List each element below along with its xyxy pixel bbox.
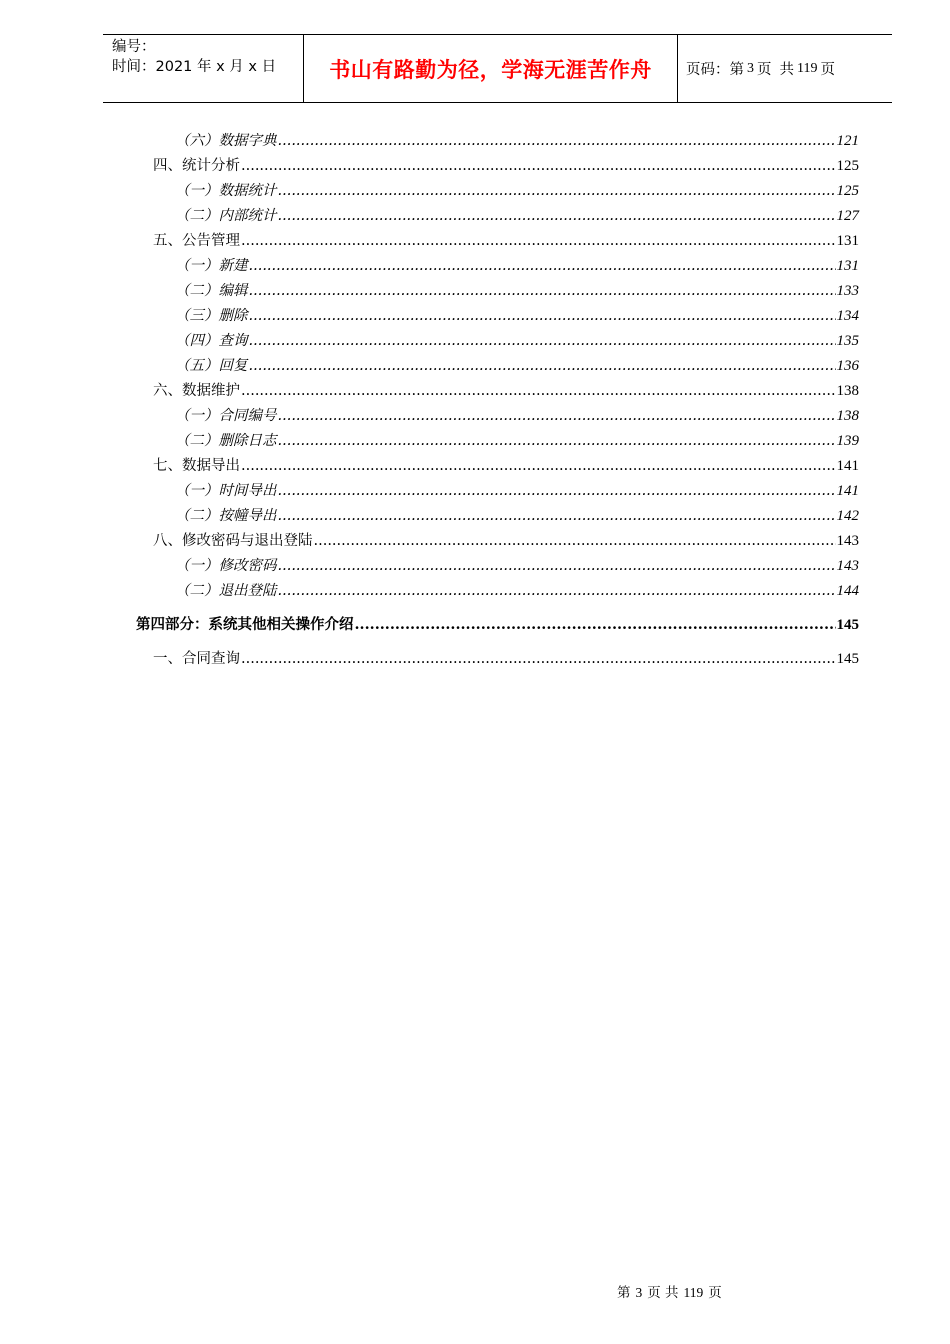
toc-dot-leader xyxy=(249,307,836,325)
toc-dot-leader xyxy=(241,157,836,175)
toc-entry-page: 141 xyxy=(836,458,859,474)
toc-entry[interactable] xyxy=(153,650,859,668)
toc-entry-page: 133 xyxy=(836,283,859,299)
header-motto: 书山有路勤为径，学海无涯苦作舟 xyxy=(329,57,652,82)
toc-entry-page: 134 xyxy=(836,308,859,324)
toc-entry-label: （六）数据字典 xyxy=(175,133,277,149)
toc-entry[interactable] xyxy=(175,282,859,300)
toc-entry-label: （二）删除日志 xyxy=(175,433,277,449)
toc-entry-label: （一）时间导出 xyxy=(175,483,277,499)
toc-entry[interactable] xyxy=(175,132,859,150)
toc-dot-leader xyxy=(278,182,836,200)
footer-total-pages: 119 xyxy=(683,1285,704,1300)
toc-entry-label: 六、数据维护 xyxy=(153,383,240,399)
toc-entry[interactable] xyxy=(153,382,859,400)
toc-dot-leader xyxy=(249,282,836,300)
toc-entry-label: （五）回复 xyxy=(175,358,248,374)
toc-entry[interactable] xyxy=(175,332,859,350)
toc-entry-label: 八、修改密码与退出登陆 xyxy=(153,533,313,549)
toc-dot-leader xyxy=(278,432,836,450)
header-page-mid: 页 xyxy=(757,62,772,78)
toc-entry-page: 131 xyxy=(836,233,859,249)
header-page-cell xyxy=(678,35,892,102)
toc-entry-label: （三）删除 xyxy=(175,308,248,324)
toc-dot-leader xyxy=(278,132,836,150)
page-header xyxy=(103,34,892,103)
toc-entry[interactable] xyxy=(153,232,859,250)
toc-entry[interactable] xyxy=(175,482,859,500)
toc-entry-page: 139 xyxy=(836,433,859,449)
toc-entry-label: （二）内部统计 xyxy=(175,208,277,224)
toc-entry-label: （二）按幢导出 xyxy=(175,508,277,524)
toc-entry-label: 四、统计分析 xyxy=(153,158,240,174)
toc-entry-page: 135 xyxy=(836,333,859,349)
toc-entry-page: 145 xyxy=(836,617,859,633)
toc-entry-label: （二）退出登陆 xyxy=(175,583,277,599)
header-page-prefix: 页码：第 xyxy=(686,62,744,78)
toc-entry[interactable] xyxy=(175,307,859,325)
header-page-total-prefix: 共 xyxy=(779,62,794,78)
toc-entry-page: 138 xyxy=(836,408,859,424)
toc-entry-page: 143 xyxy=(836,533,859,549)
toc-dot-leader xyxy=(278,582,836,600)
toc-entry[interactable] xyxy=(175,182,859,200)
toc-entry[interactable] xyxy=(153,457,859,475)
toc-entry-page: 142 xyxy=(836,508,859,524)
toc-dot-leader xyxy=(249,332,836,350)
toc-entry-page: 121 xyxy=(836,133,859,149)
header-meta-cell xyxy=(103,35,304,102)
footer-prefix: 第 xyxy=(617,1285,631,1301)
toc-entry-page: 141 xyxy=(836,483,859,499)
footer-suffix: 页 xyxy=(708,1285,722,1301)
toc-entry-page: 131 xyxy=(836,258,859,274)
toc-entry-label: （二）编辑 xyxy=(175,283,248,299)
toc-entry[interactable] xyxy=(175,407,859,425)
toc-entry-label: 七、数据导出 xyxy=(153,458,240,474)
toc-entry[interactable] xyxy=(136,616,859,634)
toc-entry-label: （一）合同编号 xyxy=(175,408,277,424)
toc-entry-label: （一）数据统计 xyxy=(175,183,277,199)
document-time-label: 时间：2021 年 x 月 x 日 xyxy=(112,59,277,75)
toc-dot-leader xyxy=(249,357,836,375)
toc-dot-leader xyxy=(241,650,836,668)
toc-dot-leader xyxy=(355,616,836,634)
header-page-total: 119 xyxy=(797,60,818,76)
toc-dot-leader xyxy=(278,482,836,500)
footer-mid: 页 共 xyxy=(647,1285,679,1301)
header-motto-cell xyxy=(304,35,678,102)
footer-current-page: 3 xyxy=(635,1285,643,1300)
toc-dot-leader xyxy=(314,532,836,550)
document-number-label: 编号： xyxy=(112,39,156,55)
toc-entry[interactable] xyxy=(175,582,859,600)
toc-entry-label: （四）查询 xyxy=(175,333,248,349)
toc-dot-leader xyxy=(278,557,836,575)
toc-entry-page: 138 xyxy=(836,383,859,399)
toc-entry[interactable] xyxy=(175,557,859,575)
toc-entry[interactable] xyxy=(153,157,859,175)
toc-entry-label: （一）新建 xyxy=(175,258,248,274)
header-page-current: 3 xyxy=(747,60,754,76)
toc-entry[interactable] xyxy=(153,532,859,550)
toc-entry-label: 一、合同查询 xyxy=(153,651,240,667)
toc-entry-page: 143 xyxy=(836,558,859,574)
toc-entry-page: 127 xyxy=(836,208,859,224)
toc-entry-label: （一）修改密码 xyxy=(175,558,277,574)
toc-entry-page: 125 xyxy=(836,183,859,199)
toc-dot-leader xyxy=(278,207,836,225)
toc-dot-leader xyxy=(241,457,836,475)
toc-entry-page: 125 xyxy=(836,158,859,174)
toc-entry[interactable] xyxy=(175,257,859,275)
toc-entry-label: 五、公告管理 xyxy=(153,233,240,249)
header-page-suffix: 页 xyxy=(820,62,835,78)
toc-entry-page: 145 xyxy=(836,651,859,667)
toc-dot-leader xyxy=(278,507,836,525)
toc-dot-leader xyxy=(241,232,836,250)
toc-entry-page: 144 xyxy=(836,583,859,599)
toc-entry-label: 第四部分：系统其他相关操作介绍 xyxy=(136,616,354,633)
toc-dot-leader xyxy=(249,257,836,275)
toc-entry[interactable] xyxy=(175,507,859,525)
toc-entry[interactable] xyxy=(175,432,859,450)
toc-entry-page: 136 xyxy=(836,358,859,374)
toc-entry[interactable] xyxy=(175,357,859,375)
toc-dot-leader xyxy=(241,382,836,400)
toc-dot-leader xyxy=(278,407,836,425)
toc-entry[interactable] xyxy=(175,207,859,225)
